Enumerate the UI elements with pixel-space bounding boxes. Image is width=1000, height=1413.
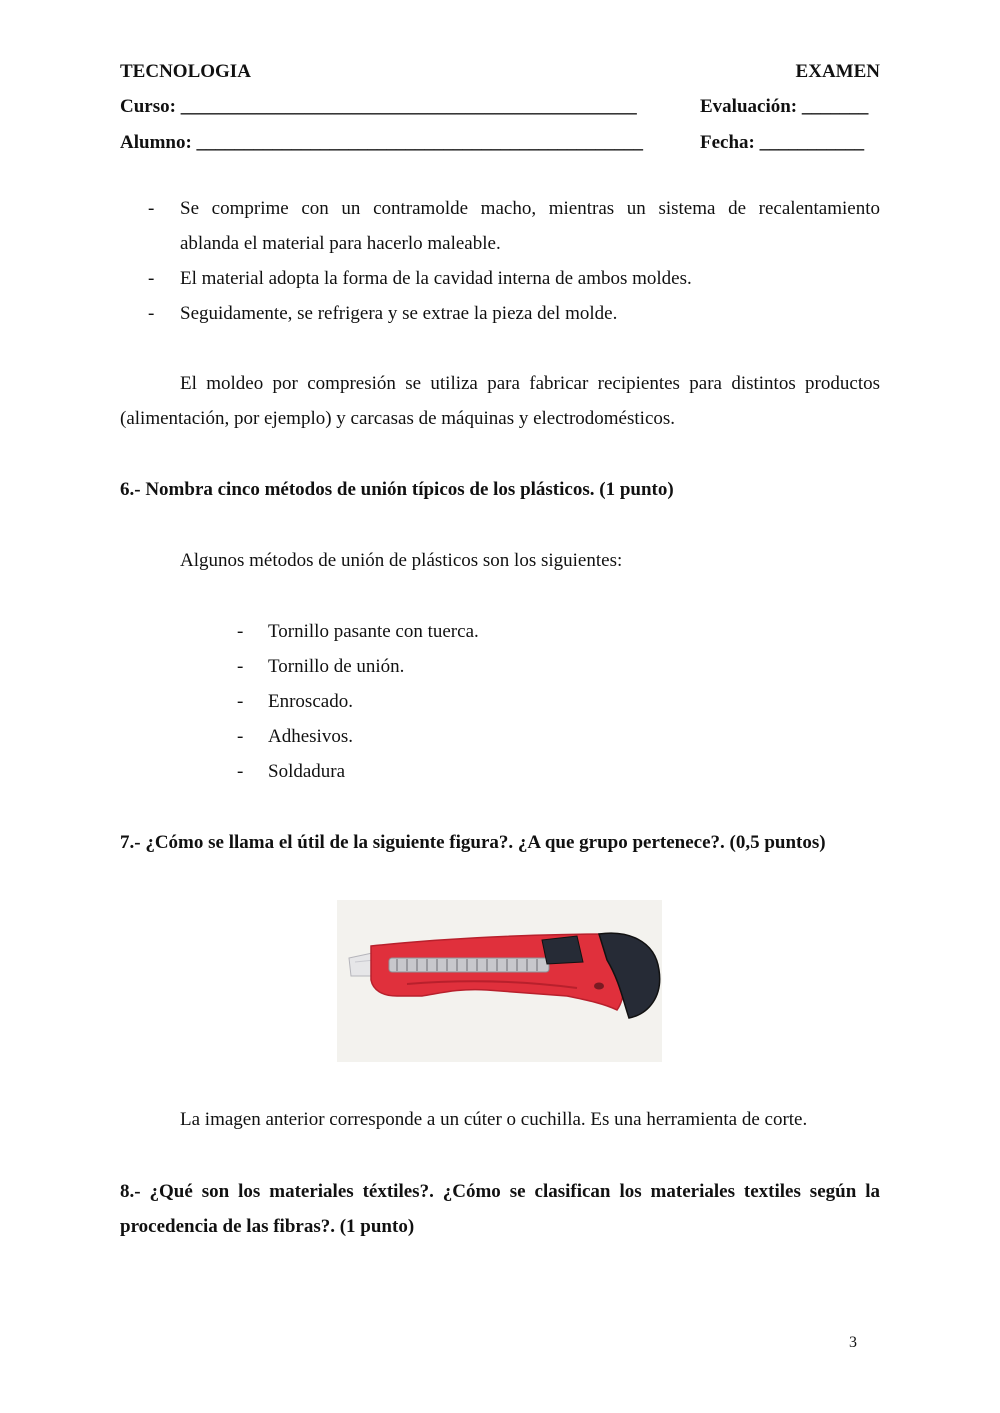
- list-item: Enroscado.: [268, 691, 353, 712]
- list-item: Seguidamente, se refrigera y se extrae la pieza del molde.: [180, 303, 618, 324]
- q6-intro: Algunos métodos de unión de plásticos son los siguientes:: [180, 550, 623, 571]
- list-dash: -: [237, 726, 244, 747]
- compression-paragraph-line1: El moldeo por compresión se utiliza para fabricar recipientes para distintos productos: [180, 373, 880, 394]
- list-item: Se comprime con un contramolde macho, mientras un sistema de recalentamiento: [180, 198, 880, 219]
- list-dash: -: [148, 268, 155, 289]
- fecha-field[interactable]: Fecha: ___________: [700, 132, 865, 153]
- question-8-line1: 8.- ¿Qué son los materiales téxtiles?. ¿Cómo se clasifican los materiales textiles según la: [120, 1181, 880, 1202]
- evaluacion-field[interactable]: Evaluación: _______: [700, 96, 869, 117]
- cutter-knife-photo: [337, 900, 662, 1062]
- list-dash: -: [237, 621, 244, 642]
- list-item: Tornillo de unión.: [268, 656, 405, 677]
- list-dash: -: [237, 761, 244, 782]
- list-item: Tornillo pasante con tuerca.: [268, 621, 479, 642]
- page-number: 3: [849, 1334, 857, 1351]
- list-dash: -: [237, 656, 244, 677]
- compression-paragraph-line2: (alimentación, por ejemplo) y carcasas de máquinas y electrodomésticos.: [120, 408, 676, 429]
- question-6: 6.- Nombra cinco métodos de unión típicos de los plásticos. (1 punto): [120, 479, 674, 500]
- question-7: 7.- ¿Cómo se llama el útil de la siguiente figura?. ¿A que grupo pertenece?. (0,5 puntos): [120, 832, 826, 853]
- list-item: El material adopta la forma de la cavidad interna de ambos moldes.: [180, 268, 692, 289]
- alumno-field[interactable]: Alumno: _______________________________________________: [120, 132, 644, 153]
- subject-title: TECNOLOGIA: [120, 61, 251, 82]
- curso-field[interactable]: Curso: ________________________________________________: [120, 96, 637, 117]
- q7-answer: La imagen anterior corresponde a un cúter o cuchilla. Es una herramienta de corte.: [180, 1109, 808, 1130]
- question-8-line2: procedencia de las fibras?. (1 punto): [120, 1216, 415, 1237]
- list-item-continuation: ablanda el material para hacerlo maleable.: [180, 233, 501, 254]
- list-item: Adhesivos.: [268, 726, 353, 747]
- list-dash: -: [148, 303, 155, 324]
- exam-title: EXAMEN: [795, 61, 880, 82]
- cutter-knife-icon: [337, 900, 662, 1062]
- list-item: Soldadura: [268, 761, 346, 782]
- list-dash: -: [237, 691, 244, 712]
- list-dash: -: [148, 198, 155, 219]
